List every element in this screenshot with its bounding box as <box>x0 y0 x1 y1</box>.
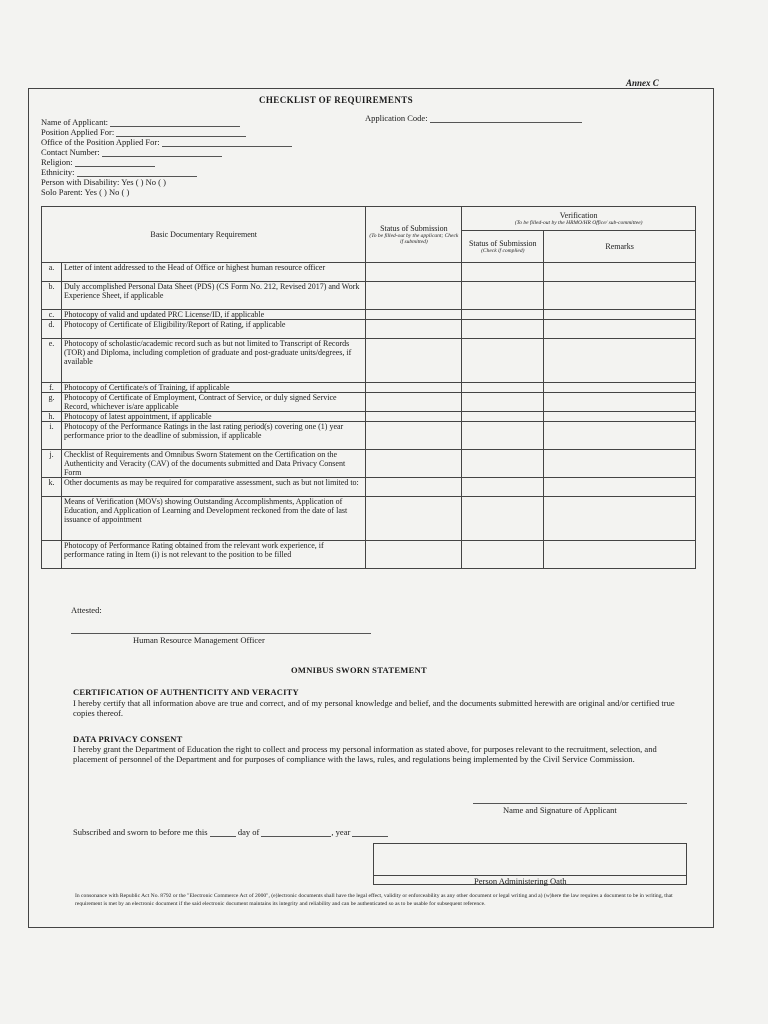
annex-label: Annex C <box>626 78 659 88</box>
month-input[interactable] <box>261 828 331 837</box>
applicant-name-field[interactable]: Name of Applicant: <box>41 117 292 127</box>
pwd-field[interactable]: Person with Disability: Yes ( ) No ( ) <box>41 177 166 187</box>
verification-cell[interactable] <box>462 320 544 339</box>
remarks-cell[interactable] <box>544 282 696 310</box>
status-cell[interactable] <box>366 339 462 383</box>
col-remarks: Remarks <box>544 231 696 263</box>
verification-cell[interactable] <box>462 412 544 422</box>
verification-cell[interactable] <box>462 263 544 282</box>
verification-cell[interactable] <box>462 339 544 383</box>
table-row: f. Photocopy of Certificate/s of Training, if applicable <box>42 383 696 393</box>
data-privacy-heading: DATA PRIVACY CONSENT <box>73 734 183 744</box>
table-row: d. Photocopy of Certificate of Eligibility/Report of Rating, if applicable <box>42 320 696 339</box>
applicant-signature-line[interactable] <box>473 803 687 804</box>
hrmo-label: Human Resource Management Officer <box>133 635 265 645</box>
hrmo-signature-line[interactable] <box>71 633 371 634</box>
ethnicity-field[interactable]: Ethnicity: <box>41 167 292 177</box>
remarks-cell[interactable] <box>544 422 696 450</box>
position-field[interactable]: Position Applied For: <box>41 127 292 137</box>
table-row: g. Photocopy of Certificate of Employment, Contract of Service, or duly signed Service Record, whichever is/are applicable <box>42 393 696 412</box>
form-title: CHECKLIST OF REQUIREMENTS <box>259 95 414 105</box>
verification-cell[interactable] <box>462 497 544 541</box>
checklist-form <box>28 88 714 928</box>
table-row: h. Photocopy of latest appointment, if applicable <box>42 412 696 422</box>
verification-cell[interactable] <box>462 310 544 320</box>
col-requirement: Basic Documentary Requirement <box>42 207 366 263</box>
table-row: Means of Verification (MOVs) showing Outstanding Accomplishments, Application of Education, and Application of Learning and Development reckoned from the date of last issuance of appointment <box>42 497 696 541</box>
solo-parent-field[interactable]: Solo Parent: Yes ( ) No ( ) <box>41 187 130 197</box>
remarks-cell[interactable] <box>544 450 696 478</box>
contact-field[interactable]: Contact Number: <box>41 147 292 157</box>
applicant-info <box>41 117 292 197</box>
remarks-cell[interactable] <box>544 541 696 569</box>
table-row: e. Photocopy of scholastic/academic record such as but not limited to Transcript of Records (TOR) and Diploma, including completion of graduate and post-graduate units/degrees, if available <box>42 339 696 383</box>
office-field[interactable]: Office of the Position Applied For: <box>41 137 292 147</box>
remarks-cell[interactable] <box>544 383 696 393</box>
status-cell[interactable] <box>366 393 462 412</box>
table-row: i. Photocopy of the Performance Ratings in the last rating period(s) covering one (1) year performance prior to the deadline of submission, if applicable <box>42 422 696 450</box>
col-verification: Verification (To be filled-out by the HRMO/HR Office/ sub-committee) <box>462 207 696 231</box>
status-cell[interactable] <box>366 282 462 310</box>
remarks-cell[interactable] <box>544 393 696 412</box>
data-privacy-text: I hereby grant the Department of Education the right to collect and process my personal information as stated above, for purposes relevant to the recruitment, selection, and placement of personnel of the Department and for purposes of compliance with the laws, rules, and regulations being implemented by the Civil Service Commission. <box>73 744 657 764</box>
verification-cell[interactable] <box>462 393 544 412</box>
remarks-cell[interactable] <box>544 310 696 320</box>
table-row: b. Duly accomplished Personal Data Sheet (PDS) (CS Form No. 212, Revised 2017) and Work Experience Sheet, if applicable <box>42 282 696 310</box>
footnote: In consonance with Republic Act No. 8792 or the "Electronic Commerce Act of 2000", (e)lectronic documents shall have the legal effect, validity or enforceability as any other document or legal writing and a) (w)here the law requires a document to be in writing, that requirement is met by an electronic document if the said electronic document maintains its integrity and reliability and can be authenticated so as to be usable for subsequent reference. <box>75 893 673 907</box>
remarks-cell[interactable] <box>544 263 696 282</box>
day-input[interactable] <box>210 828 236 837</box>
table-row: Photocopy of Performance Rating obtained from the relevant work experience, if performance rating in Item (i) is not relevant to the position to be filled <box>42 541 696 569</box>
remarks-cell[interactable] <box>544 497 696 541</box>
verification-cell[interactable] <box>462 282 544 310</box>
omnibus-title: OMNIBUS SWORN STATEMENT <box>291 665 427 675</box>
certification-text: I hereby certify that all information above are true and correct, and of my personal knowledge and belief, and the documents submitted herewith are original and/or certified true copies thereof. <box>73 698 675 718</box>
table-row: a. Letter of intent addressed to the Head of Office or highest human resource officer <box>42 263 696 282</box>
remarks-cell[interactable] <box>544 320 696 339</box>
application-code-field[interactable]: Application Code: <box>365 113 582 123</box>
table-row: k. Other documents as may be required for comparative assessment, such as but not limited to: <box>42 478 696 497</box>
verification-cell[interactable] <box>462 478 544 497</box>
col-ver-status: Status of Submission (Check if complied) <box>462 231 544 263</box>
status-cell[interactable] <box>366 320 462 339</box>
year-input[interactable] <box>352 828 388 837</box>
requirements-table <box>41 206 696 569</box>
status-cell[interactable] <box>366 497 462 541</box>
certification-heading: CERTIFICATION OF AUTHENTICITY AND VERACITY <box>73 687 299 697</box>
remarks-cell[interactable] <box>544 412 696 422</box>
oath-box[interactable] <box>373 843 687 885</box>
status-cell[interactable] <box>366 541 462 569</box>
status-cell[interactable] <box>366 263 462 282</box>
remarks-cell[interactable] <box>544 478 696 497</box>
table-row: j. Checklist of Requirements and Omnibus Sworn Statement on the Certification on the Authenticity and Veracity (CAV) of the documents submitted and Data Privacy Consent Form <box>42 450 696 478</box>
status-cell[interactable] <box>366 383 462 393</box>
status-cell[interactable] <box>366 422 462 450</box>
applicant-signature-label: Name and Signature of Applicant <box>503 805 617 815</box>
oath-label: Person Administering Oath <box>474 876 567 886</box>
status-cell[interactable] <box>366 450 462 478</box>
status-cell[interactable] <box>366 478 462 497</box>
sworn-statement-line: Subscribed and sworn to before me this day of , year <box>73 827 388 837</box>
verification-cell[interactable] <box>462 383 544 393</box>
status-cell[interactable] <box>366 310 462 320</box>
verification-cell[interactable] <box>462 422 544 450</box>
remarks-cell[interactable] <box>544 339 696 383</box>
verification-cell[interactable] <box>462 450 544 478</box>
attested-label: Attested: <box>71 605 102 615</box>
status-cell[interactable] <box>366 412 462 422</box>
religion-field[interactable]: Religion: <box>41 157 292 167</box>
verification-cell[interactable] <box>462 541 544 569</box>
col-status: Status of Submission (To be filled-out by the applicant; Check if submitted) <box>366 207 462 263</box>
table-row: c. Photocopy of valid and updated PRC License/ID, if applicable <box>42 310 696 320</box>
